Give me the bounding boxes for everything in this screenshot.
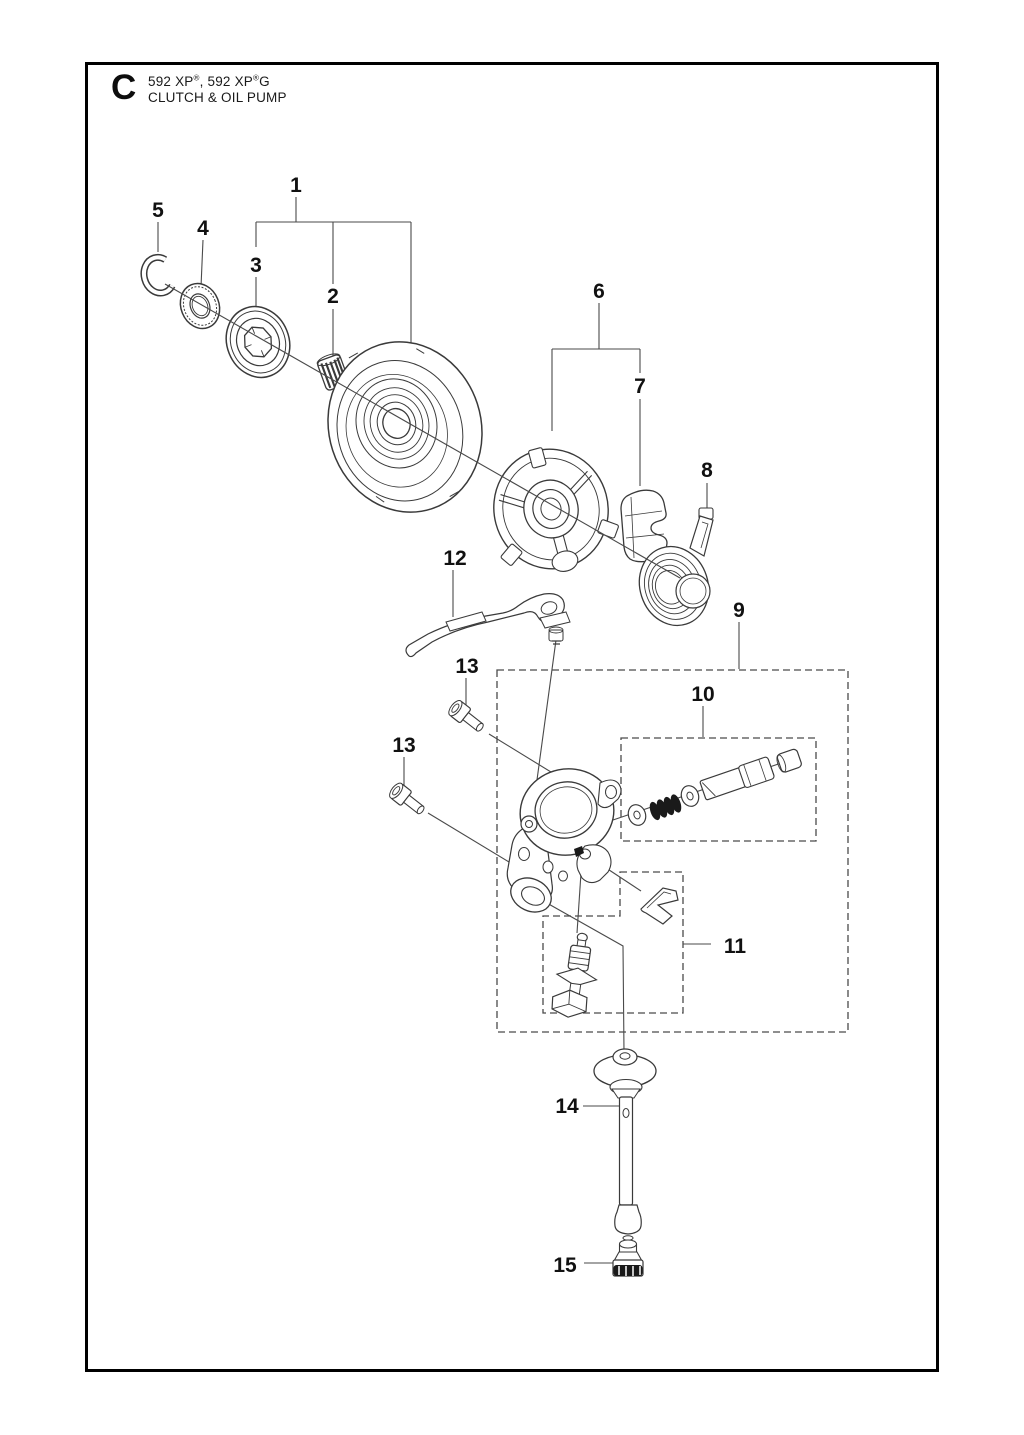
part-13-screw-lower — [387, 781, 428, 819]
callout-9: 9 — [733, 599, 745, 622]
oil-valve — [550, 930, 602, 1020]
callout-8: 8 — [701, 459, 713, 482]
diagram-subtitle: CLUTCH & OIL PUMP — [148, 90, 287, 105]
callout-2: 2 — [327, 285, 339, 308]
part-5-circlip — [140, 255, 173, 296]
lever-pivot-screw — [549, 627, 563, 644]
oil-pump-body — [505, 760, 622, 918]
callout-5: 5 — [152, 199, 164, 222]
registered-mark: ® — [252, 73, 260, 83]
part-6-clutch — [476, 433, 627, 586]
callout-4: 4 — [197, 217, 209, 240]
callout-14: 14 — [555, 1095, 579, 1118]
filter-mesh — [614, 1265, 643, 1276]
retainer-clip — [641, 888, 678, 924]
plunger-washer — [626, 802, 649, 827]
part-15-pickup-filter — [613, 1240, 643, 1276]
part-14-pickup-tube — [594, 1049, 656, 1240]
bracket-6 — [552, 303, 640, 431]
callout-13a: 13 — [455, 655, 479, 678]
registered-mark: ® — [193, 73, 200, 83]
part-1-clutch-drum — [306, 322, 504, 533]
callout-12: 12 — [443, 547, 467, 570]
callout-15: 15 — [553, 1254, 577, 1277]
part-12-pump-lever — [406, 594, 570, 657]
callout-13b: 13 — [392, 734, 416, 757]
plunger-piston — [699, 756, 775, 801]
part-3-rim-sprocket — [216, 297, 300, 387]
assembly-axis-line — [165, 284, 680, 578]
callout-7: 7 — [634, 375, 646, 398]
callout-6: 6 — [593, 280, 605, 303]
part-4-washer — [174, 278, 226, 335]
section-letter: C — [111, 68, 137, 107]
callout-1: 1 — [290, 174, 302, 197]
part-10-plunger-kit — [626, 748, 803, 827]
plunger-spring — [648, 793, 684, 821]
part-11-valve-kit — [550, 888, 678, 1020]
callout-10: 10 — [691, 683, 715, 706]
plunger-washer-2 — [679, 783, 702, 808]
callout-11: 11 — [723, 935, 747, 958]
leader-4 — [201, 240, 203, 287]
callout-3: 3 — [250, 254, 262, 277]
part-13-screw-upper — [446, 698, 487, 736]
model-title: 592 XP®, 592 XP®G — [148, 73, 270, 89]
plunger-cap — [775, 748, 802, 773]
page-border — [87, 64, 938, 1371]
